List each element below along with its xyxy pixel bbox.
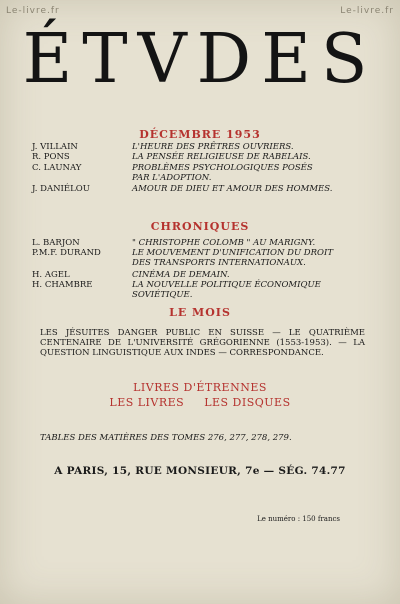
article-title: L'HEURE DES PRÊTRES OUVRIERS. <box>132 142 294 152</box>
livres-disques-line <box>0 396 400 410</box>
article-title: PROBLÈMES PSYCHOLOGIQUES POSÉS PAR L'ADOPTION. <box>132 163 313 183</box>
chroniques-heading: CHRONIQUES <box>150 220 250 233</box>
watermark-left: Le-livre.fr <box>6 6 60 16</box>
tables-des-matieres: TABLES DES MATIÈRES DES TOMES 276, 277, 278, 279. <box>40 433 292 443</box>
watermark-right: Le-livre.fr <box>340 6 394 16</box>
le-mois-text: LES JÉSUITES DANGER PUBLIC EN SUISSE — LE QUATRIÈME CENTENAIRE DE L'UNIVERSITÉ GRÉGORIENNE (1553-1953). — LA QUESTION LINGUISTIQUE AUX INDES — CORRESPONDANCE. <box>40 328 365 358</box>
chronique-author: H. AGEL <box>32 270 70 280</box>
price-label: Le numéro : 150 francs <box>257 515 340 523</box>
chronique-title: " CHRISTOPHE COLOMB " AU MARIGNY. <box>132 238 316 248</box>
article-title: LA PENSÉE RELIGIEUSE DE RABELAIS. <box>132 152 311 162</box>
masthead-title: ÉTVDES <box>22 20 378 99</box>
chronique-author: H. CHAMBRE <box>32 280 93 290</box>
le-mois-heading: LE MOIS <box>169 306 231 319</box>
chronique-author: P.M.F. DURAND <box>32 248 101 258</box>
les-disques: LES DISQUES <box>204 396 291 409</box>
issue-date: DÉCEMBRE 1953 <box>139 128 261 141</box>
article-author: J. DANIÉLOU <box>32 184 90 194</box>
chronique-title: LE MOUVEMENT D'UNIFICATION DU DROIT DES TRANSPORTS INTERNATIONAUX. <box>132 248 334 268</box>
article-title: AMOUR DE DIEU ET AMOUR DES HOMMES. <box>132 184 333 194</box>
les-livres: LES LIVRES <box>109 396 185 409</box>
chronique-author: L. BARJON <box>32 238 80 248</box>
article-author: C. LAUNAY <box>32 163 82 173</box>
chronique-title: CINÉMA DE DEMAIN. <box>132 270 230 280</box>
chronique-title: LA NOUVELLE POLITIQUE ÉCONOMIQUE SOVIÉTIQUE. <box>132 280 321 300</box>
article-author: R. PONS <box>32 152 70 162</box>
article-author: J. VILLAIN <box>32 142 78 152</box>
publisher-address: A PARIS, 15, RUE MONSIEUR, 7e — SÉG. 74.77 <box>54 465 346 477</box>
livres-etrennes: LIVRES D'ÉTRENNES <box>133 381 267 394</box>
